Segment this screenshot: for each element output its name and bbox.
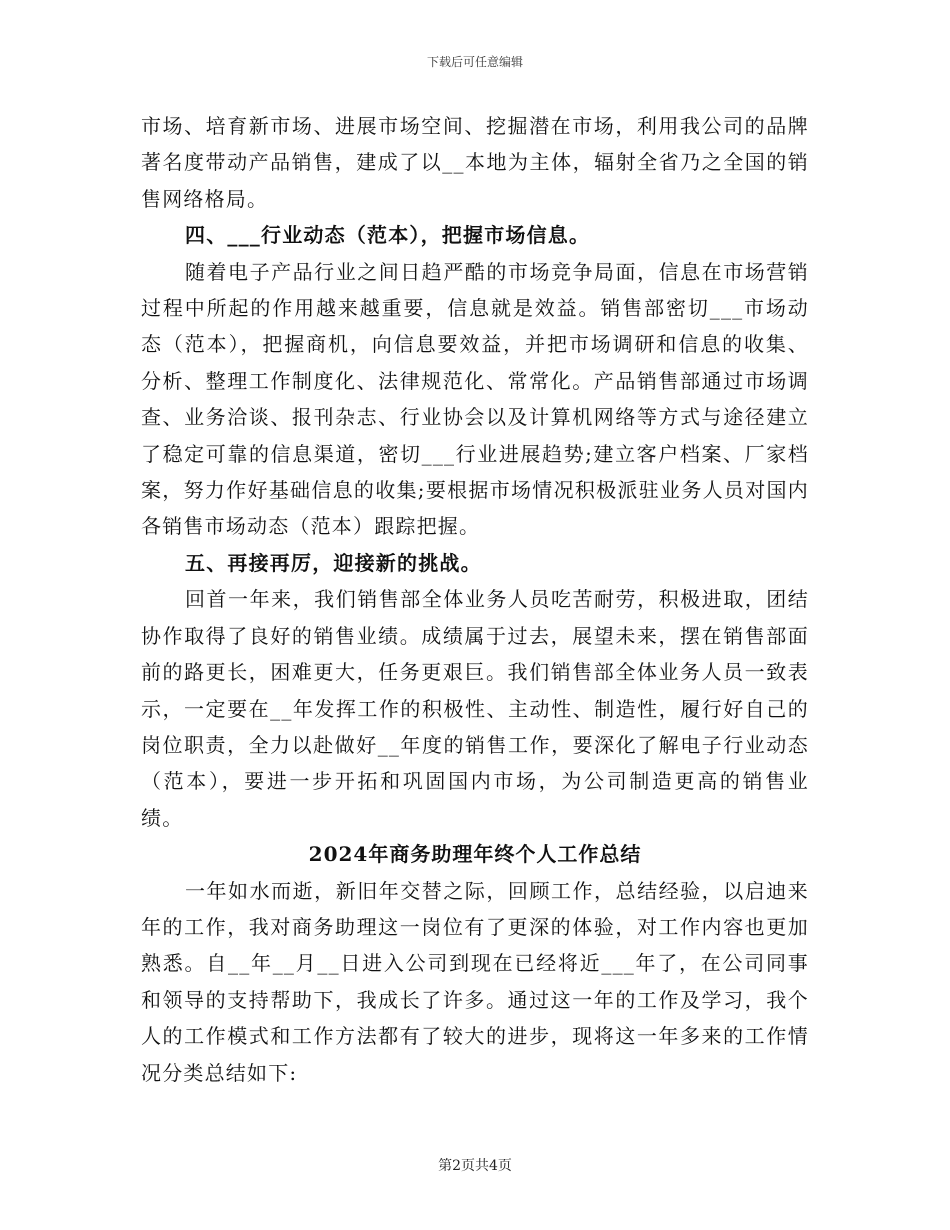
section-4-paragraph: 随着电子产品行业之间日趋严酷的市场竞争局面，信息在市场营销过程中所起的作用越来越重要，信息就是效益。销售部密切___市场动态（范本），把握商机，向信息要效益，并把市场调研和信息的收集、分析、整理工作制度化、法律规范化、常常化。产品销售部通过市场调查、业务洽谈、报刊杂志、行业协会以及计算机网络等方式与途径建立了稳定可靠的信息渠道，密切___行业进展趋势;建立客户档案、厂家档案，努力作好基础信息的收集;要根据市场情况积极派驻业务人员对国内各销售市场动态（范本）跟踪把握。 — [141, 259, 809, 539]
header-note: 下载后可任意编辑 — [426, 55, 523, 69]
page-indicator: 第2页共4页 — [438, 1158, 512, 1174]
document-body — [141, 108, 809, 1091]
summary-paragraph: 一年如水而逝，新旧年交替之际，回顾工作，总结经验，以启迪来年的工作，我对商务助理这一岗位有了更深的体验，对工作内容也更加熟悉。自__年__月__日进入公司到现在已经将近___年了，在公司同事和领导的支持帮助下，我成长了许多。通过这一年的工作及学习，我个人的工作模式和工作方法都有了较大的进步，现将这一年多来的工作情况分类总结如下: — [141, 878, 809, 1085]
intro-paragraph: 市场、培育新市场、进展市场空间、挖掘潜在市场，利用我公司的品牌著名度带动产品销售，建成了以__本地为主体，辐射全省乃之全国的销售网络格局。 — [141, 114, 809, 211]
document-title: 2024年商务助理年终个人工作总结 — [308, 842, 642, 867]
section-5-paragraph: 回首一年来，我们销售部全体业务人员吃苦耐劳，积极进取，团结协作取得了良好的销售业绩。成绩属于过去，展望未来，摆在销售部面前的路更长，困难更大，任务更艰巨。我们销售部全体业务人员一致表示，一定要在__年发挥工作的积极性、主动性、制造性，履行好自己的岗位职责，全力以赴做好__年度的销售工作，要深化了解电子行业动态（范本），要进一步开拓和巩固国内市场，为公司制造更高的销售业绩。 — [141, 587, 809, 830]
section-5-heading: 五、再接再厉，迎接新的挑战。 — [185, 550, 482, 575]
section-4-heading: 四、___行业动态（范本），把握市场信息。 — [185, 223, 591, 248]
